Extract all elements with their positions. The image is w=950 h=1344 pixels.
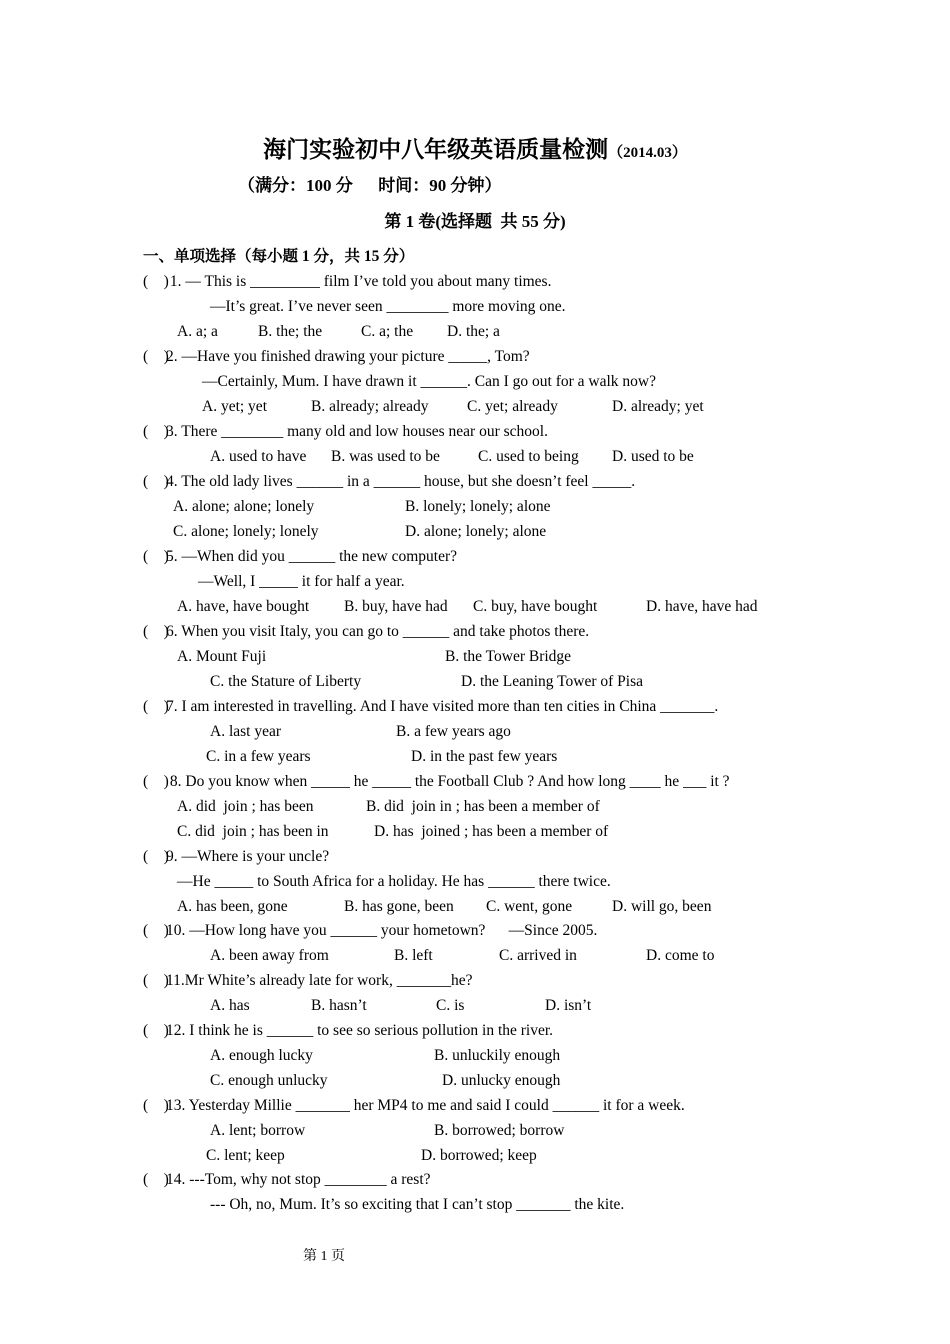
- option-c: C. arrived in: [499, 947, 577, 964]
- title-year: （2014.03）: [608, 145, 687, 161]
- option-c: C. did join ; has been in: [177, 823, 329, 840]
- option-b: B. a few years ago: [396, 723, 511, 740]
- question-stem: 4. The old lady lives ______ in a ______ house, but she doesn’t feel _____.: [166, 473, 636, 490]
- option-c: C. buy, have bought: [473, 598, 598, 615]
- option-d: D. isn’t: [545, 997, 592, 1014]
- question-stem: 1. — This is _________ film I’ve told you about many times.: [166, 273, 552, 290]
- option-a: A. Mount Fuji: [177, 648, 267, 665]
- question-stem: 11.Mr White’s already late for work, _______he?: [166, 972, 473, 989]
- question-line: —Certainly, Mum. I have drawn it ______. Can I go out for a walk now?: [202, 373, 656, 390]
- option-b: B. buy, have had: [344, 598, 448, 615]
- option-d: D. unlucky enough: [442, 1072, 561, 1089]
- option-b: B. has gone, been: [344, 898, 454, 915]
- option-c: C. enough unlucky: [210, 1072, 328, 1089]
- option-d: D. the Leaning Tower of Pisa: [461, 673, 644, 690]
- option-a: A. last year: [210, 723, 282, 740]
- option-a: A. used to have: [210, 448, 307, 465]
- question-stem: 14. ---Tom, why not stop ________ a rest?: [166, 1171, 431, 1188]
- option-c: C. yet; already: [467, 398, 558, 415]
- question-stem: 6. When you visit Italy, you can go to ______ and take photos there.: [166, 623, 590, 640]
- answer-paren: ( ): [143, 423, 169, 440]
- option-a: A. have, have bought: [177, 598, 310, 615]
- option-b: B. the; the: [258, 323, 323, 340]
- question-line: —It’s great. I’ve never seen ________ more moving one.: [210, 298, 566, 315]
- question-stem: 7. I am interested in travelling. And I have visited more than ten cities in China _______.: [166, 698, 719, 715]
- option-a: A. lent; borrow: [210, 1122, 306, 1139]
- exam-subtitle: （满分：100 分 时间：90 分钟）: [238, 176, 502, 195]
- option-d: D. already; yet: [612, 398, 704, 415]
- option-c: C. went, gone: [486, 898, 573, 915]
- option-b: B. was used to be: [331, 448, 440, 465]
- option-a: A. did join ; has been: [177, 798, 314, 815]
- question-stem: 2. —Have you finished drawing your picture _____, Tom?: [166, 348, 530, 365]
- option-b: B. borrowed; borrow: [434, 1122, 565, 1139]
- option-a: A. has been, gone: [177, 898, 288, 915]
- option-c: C. the Stature of Liberty: [210, 673, 362, 690]
- option-c: C. in a few years: [206, 748, 311, 765]
- question-stem: 12. I think he is ______ to see so serious pollution in the river.: [166, 1022, 554, 1039]
- answer-paren: ( ): [143, 473, 169, 490]
- option-c: C. used to being: [478, 448, 579, 465]
- answer-paren: ( ): [143, 1097, 169, 1114]
- option-a: A. enough lucky: [210, 1047, 313, 1064]
- question-line: —He _____ to South Africa for a holiday. He has ______ there twice.: [177, 873, 611, 890]
- option-b: B. the Tower Bridge: [445, 648, 572, 665]
- answer-paren: ( ): [143, 273, 169, 290]
- option-d: D. borrowed; keep: [421, 1147, 537, 1164]
- option-a: A. a; a: [177, 323, 218, 340]
- volume-heading: 第 1 卷(选择题 共 55 分): [384, 212, 566, 231]
- option-d: D. the; a: [447, 323, 500, 340]
- option-b: B. lonely; lonely; alone: [405, 498, 551, 515]
- option-c: C. alone; lonely; lonely: [173, 523, 319, 540]
- answer-paren: ( ): [143, 773, 169, 790]
- option-d: D. in the past few years: [411, 748, 558, 765]
- answer-paren: ( ): [143, 698, 169, 715]
- option-d: D. alone; lonely; alone: [405, 523, 547, 540]
- option-d: D. have, have had: [646, 598, 758, 615]
- option-d: D. has joined ; has been a member of: [374, 823, 609, 840]
- answer-paren: ( ): [143, 922, 169, 939]
- question-stem: 5. —When did you ______ the new computer?: [166, 548, 457, 565]
- answer-paren: ( ): [143, 972, 169, 989]
- question-stem: 3. There ________ many old and low houses near our school.: [166, 423, 548, 440]
- option-a: A. been away from: [210, 947, 329, 964]
- option-d: D. will go, been: [612, 898, 712, 915]
- option-b: B. already; already: [311, 398, 429, 415]
- section-heading: 一、单项选择（每小题 1 分，共 15 分）: [143, 248, 415, 265]
- question-line: —Well, I _____ it for half a year.: [198, 573, 405, 590]
- question-stem: 13. Yesterday Millie _______ her MP4 to me and said I could ______ it for a week.: [166, 1097, 685, 1114]
- answer-paren: ( ): [143, 548, 169, 565]
- option-a: A. yet; yet: [202, 398, 267, 415]
- title-text: 海门实验初中八年级英语质量检测: [263, 137, 609, 162]
- option-a: A. alone; alone; lonely: [173, 498, 315, 515]
- question-line: --- Oh, no, Mum. It’s so exciting that I can’t stop _______ the kite.: [210, 1196, 625, 1213]
- answer-paren: ( ): [143, 348, 169, 365]
- option-a: A. has: [210, 997, 250, 1014]
- answer-paren: ( ): [143, 848, 169, 865]
- question-stem: 9. —Where is your uncle?: [166, 848, 330, 865]
- option-d: D. come to: [646, 947, 715, 964]
- page-number: 第 1 页: [303, 1249, 345, 1264]
- answer-paren: ( ): [143, 1171, 169, 1188]
- option-d: D. used to be: [612, 448, 694, 465]
- answer-paren: ( ): [143, 623, 169, 640]
- option-b: B. left: [394, 947, 433, 964]
- option-b: B. did join in ; has been a member of: [366, 798, 600, 815]
- option-c: C. a; the: [361, 323, 414, 340]
- exam-title: [0, 135, 950, 168]
- answer-paren: ( ): [143, 1022, 169, 1039]
- question-stem: 10. —How long have you ______ your hometown? —Since 2005.: [166, 922, 598, 939]
- option-b: B. hasn’t: [311, 997, 367, 1014]
- option-c: C. lent; keep: [206, 1147, 285, 1164]
- option-b: B. unluckily enough: [434, 1047, 561, 1064]
- question-stem: 8. Do you know when _____ he _____ the Football Club ? And how long ____ he ___ it ?: [166, 773, 730, 790]
- option-c: C. is: [436, 997, 465, 1014]
